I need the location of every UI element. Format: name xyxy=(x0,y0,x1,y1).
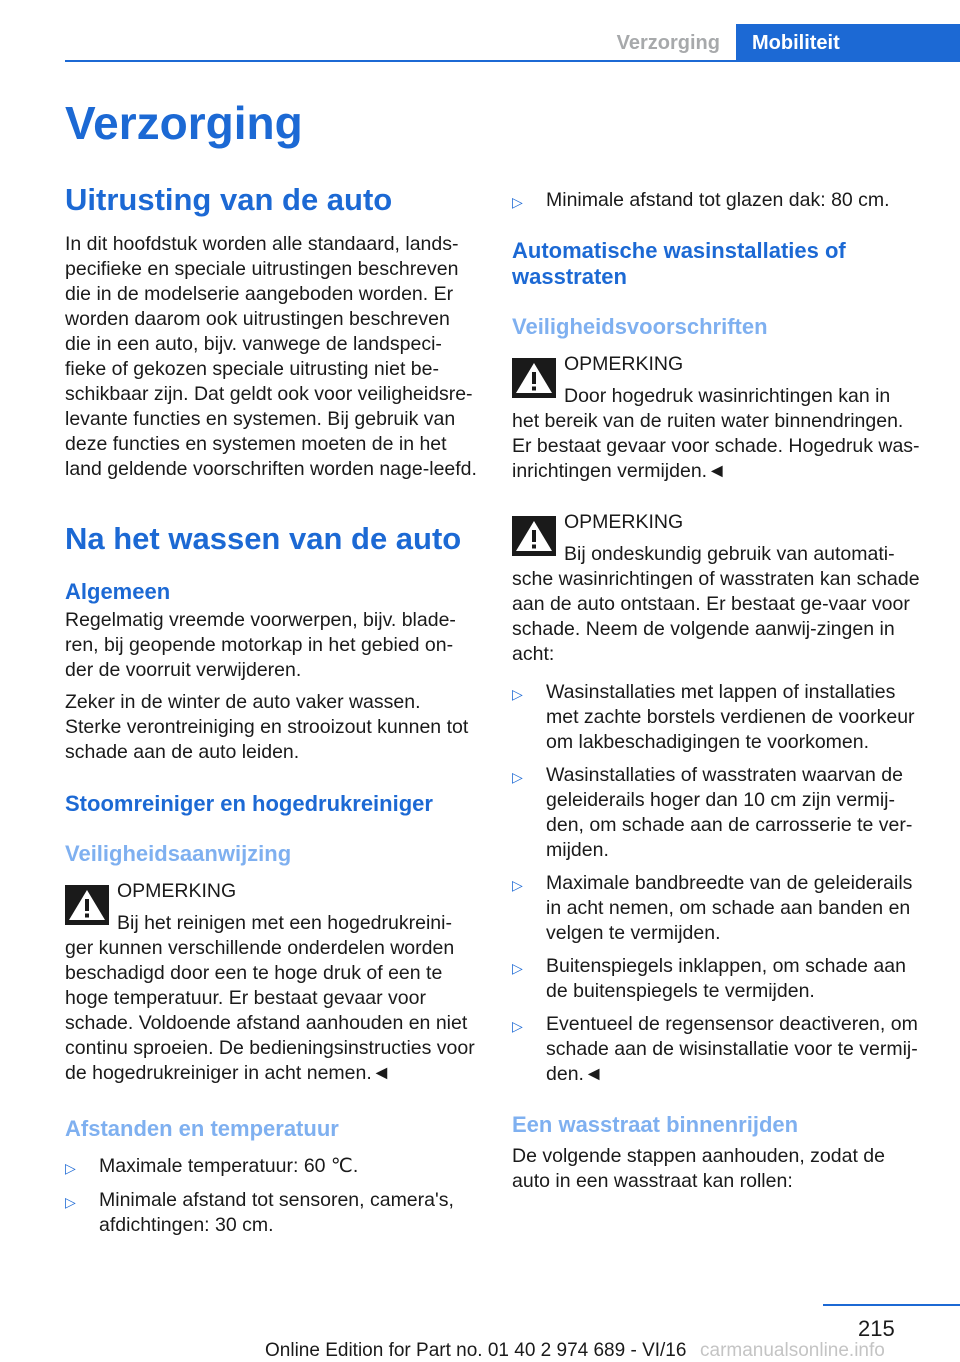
list-item: ▷ Minimale afstand tot glazen dak: 80 cm. xyxy=(512,188,928,213)
edition-text: Online Edition for Part no. 01 40 2 974 689 - VI/16 xyxy=(265,1340,687,1361)
uitrusting-paragraph: In dit hoofdstuk worden alle standaard, lands-pecifieke en speciale uitrustingen beschreven die in de modelserie aangeboden worden. Er worden daarom ook uitrustingen beschreven die in een auto, bijv. vanwege de landspeci-fieke of gekozen speciale uitrusting niet be-schikbaar zijn. Dat geldt ook voor veiligheidsre-levante functies en systemen. Bij gebruik van deze functies en systemen moeten de in het land geldende voorschriften worden nage-leefd. xyxy=(65,233,477,480)
heading-wasstraat-binnenrijden: Een wasstraat binnenrijden xyxy=(512,1112,799,1137)
heading-veiligheidsaanwijzing: Veiligheidsaanwijzing xyxy=(65,841,292,866)
wasinstallatie-list xyxy=(512,680,928,1087)
warning-triangle-icon xyxy=(65,885,109,925)
warning-text-first-line: Bij het reinigen met een hogedrukreini- xyxy=(117,912,452,934)
triangle-bullet-icon: ▷ xyxy=(512,686,523,702)
tab-mobiliteit[interactable]: Mobiliteit xyxy=(736,24,960,62)
triangle-bullet-icon: ▷ xyxy=(512,877,523,893)
triangle-bullet-icon: ▷ xyxy=(512,194,523,210)
list-item: ▷ Maximale temperatuur: 60 ℃. xyxy=(65,1154,480,1179)
list-item: ▷ Buitenspiegels inklappen, om schade aan de buitenspiegels te vermijden. xyxy=(512,955,906,1002)
triangle-bullet-icon: ▷ xyxy=(512,1018,523,1034)
warning-triangle-icon xyxy=(512,358,556,398)
warning-triangle-icon xyxy=(512,516,556,556)
triangle-bullet-icon: ▷ xyxy=(65,1194,76,1210)
afstanden-list xyxy=(65,1154,480,1238)
warning-text: het bereik van de ruiten water binnendringen. Er bestaat gevaar voor schade. Hogedruk was-inrichtingen vermijden.◄ xyxy=(512,410,920,482)
warning-text: sche wasinrichtingen of wasstraten kan schade aan de auto ontstaan. Er bestaat ge-vaar voor schade. Neem de volgende aanwij-zingen in acht: xyxy=(512,568,920,665)
warning-text: ger kunnen verschillende onderdelen worden beschadigd door een te hoge druk of een te hoge temperatuur. Er bestaat gevaar voor schade. Voldoende afstand aanhouden en niet continu sproeien. De bedieningsinstructies voor de hogedrukreiniger in acht nemen.◄ xyxy=(65,937,475,1084)
warning-label: OPMERKING xyxy=(564,353,684,375)
triangle-bullet-icon: ▷ xyxy=(512,960,523,976)
warning-label: OPMERKING xyxy=(564,511,684,533)
algemeen-paragraph-1: Regelmatig vreemde voorwerpen, bijv. blade-ren, bij geopende motorkap in het gebied on-der de voorruit verwijderen. xyxy=(65,609,456,681)
triangle-bullet-icon: ▷ xyxy=(512,769,523,785)
warning-text-first-line: Door hogedruk wasinrichtingen kan in xyxy=(564,385,891,407)
list-item: ▷ Eventueel de regensensor deactiveren, om schade aan de wisinstallatie voor te vermij-den.◄ xyxy=(512,1013,918,1085)
warning-note-hogedruk xyxy=(65,879,480,1086)
glazen-dak-list xyxy=(512,188,928,213)
list-item: ▷ Maximale bandbreedte van de geleiderails in acht nemen, om schade aan banden en velgen te vermijden. xyxy=(512,872,913,944)
triangle-bullet-icon: ▷ xyxy=(65,1160,76,1176)
warning-note-hogedruk-wasinrichting xyxy=(512,352,928,484)
heading-veiligheidsvoorschriften: Veiligheidsvoorschriften xyxy=(512,314,768,339)
warning-label: OPMERKING xyxy=(117,880,237,902)
wasstraat-paragraph: De volgende stappen aanhouden, zodat de auto in een wasstraat kan rollen: xyxy=(512,1145,885,1192)
list-item: ▷ Wasinstallaties met lappen of installaties met zachte borstels verdienen de voorkeur om lakbeschadigingen te voorkomen. xyxy=(512,681,915,753)
section-title-wassen: Na het wassen van de auto xyxy=(65,521,462,556)
right-column xyxy=(512,188,928,1194)
list-item: ▷ Minimale afstand tot sensoren, camera's, afdichtingen: 30 cm. xyxy=(65,1189,454,1236)
breadcrumb: Verzorging xyxy=(616,32,720,54)
page-number: 215 xyxy=(858,1316,895,1341)
warning-note-automatische-wasinrichting xyxy=(512,510,928,667)
heading-stoomreiniger: Stoomreiniger en hogedrukreiniger xyxy=(65,791,433,816)
list-item: ▷ Wasinstallaties of wasstraten waarvan de geleiderails hoger dan 10 cm zijn vermij-den, om schade aan de carrosserie te ver-mijden. xyxy=(512,764,913,861)
footer-divider xyxy=(823,1304,960,1306)
page-title: Verzorging xyxy=(65,97,303,149)
algemeen-paragraph-2: Zeker in de winter de auto vaker wassen. Sterke verontreiniging en strooizout kunnen tot schade aan de auto leiden. xyxy=(65,691,469,763)
heading-algemeen: Algemeen xyxy=(65,579,171,604)
left-column xyxy=(65,180,480,1238)
heading-afstanden: Afstanden en temperatuur xyxy=(65,1116,339,1141)
header-divider xyxy=(65,60,960,62)
heading-automatische-wasinstallaties: Automatische wasinstallaties of wasstraten xyxy=(512,238,846,289)
warning-text-first-line: Bij ondeskundig gebruik van automati- xyxy=(564,543,895,565)
watermark: carmanualsonline.info xyxy=(700,1340,885,1361)
section-title-uitrusting: Uitrusting van de auto xyxy=(65,182,393,217)
